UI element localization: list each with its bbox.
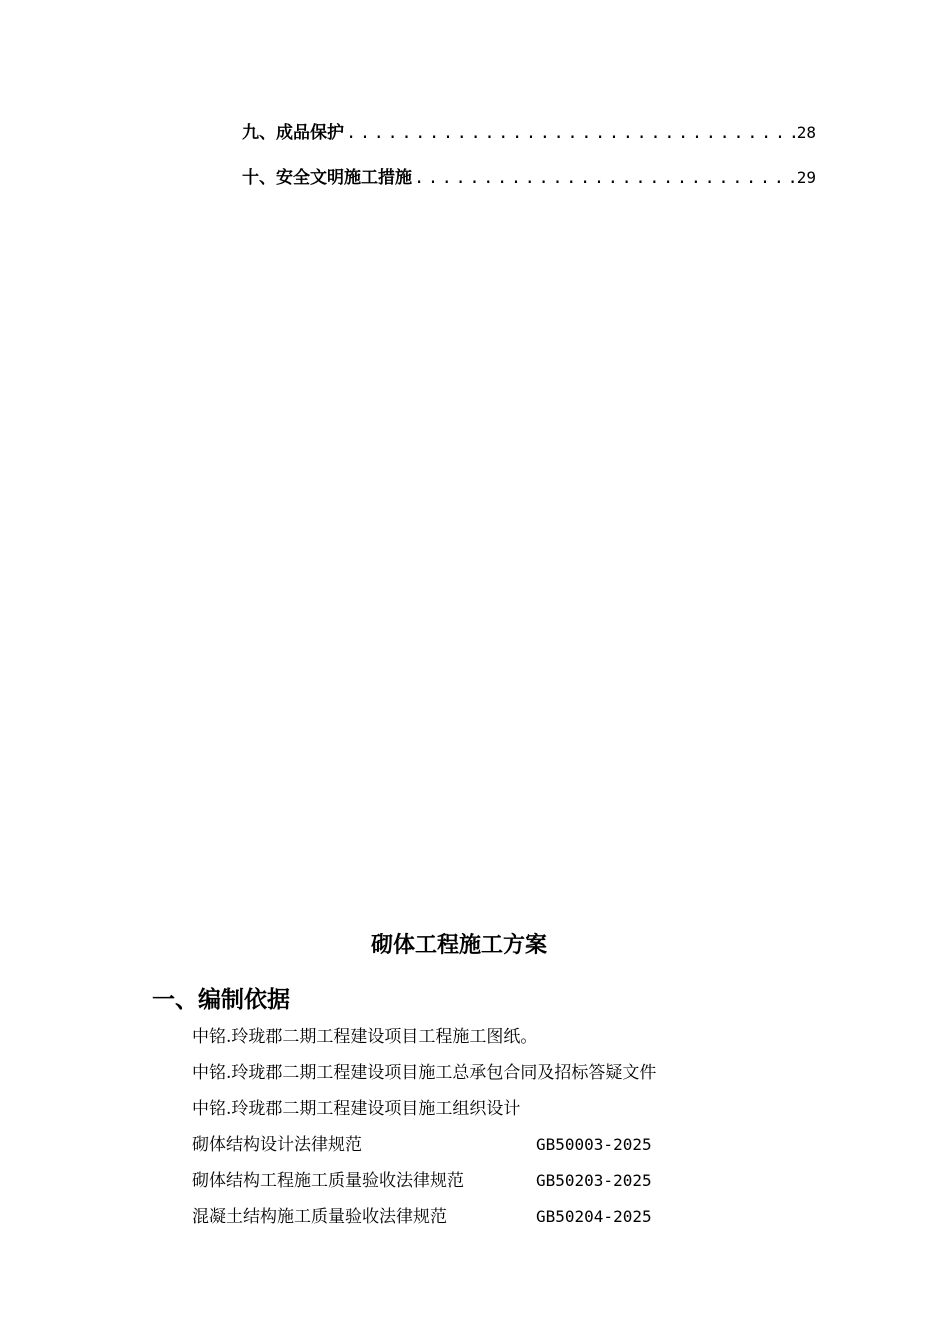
basis-item [192,1199,832,1235]
standard-code: GB50203-2025 [536,1171,652,1190]
toc-entry-page: 28 [796,123,816,142]
section-heading-basis: 一、编制依据 [152,987,290,1013]
basis-item-text: 中铭.玲珑郡二期工程建设项目工程施工图纸。 [192,1027,538,1047]
toc-entry-page: 29 [796,168,816,187]
basis-item-text: 混凝土结构施工质量验收法律规范 [192,1207,447,1227]
basis-item-text: 中铭.玲珑郡二期工程建设项目施工总承包合同及招标答疑文件 [192,1063,657,1083]
basis-item-text: 砌体结构设计法律规范 [192,1135,362,1155]
basis-list [192,1019,832,1235]
toc-dot-leader [414,168,795,188]
basis-item-text: 中铭.玲珑郡二期工程建设项目施工组织设计 [192,1099,521,1119]
basis-item [192,1127,832,1163]
basis-item-text: 砌体结构工程施工质量验收法律规范 [192,1171,464,1191]
basis-item [192,1019,832,1055]
toc-dot-leader [346,123,795,143]
toc-entry-10[interactable] [242,163,816,208]
toc-entry-9[interactable] [242,118,816,163]
standard-code: GB50003-2025 [536,1135,652,1154]
toc-entry-title: 九、成品保护 [242,123,344,143]
standard-code: GB50204-2025 [536,1207,652,1226]
basis-item [192,1055,832,1091]
basis-item [192,1091,832,1127]
basis-item [192,1163,832,1199]
document-title: 砌体工程施工方案 [370,933,547,958]
toc-entry-title: 十、安全文明施工措施 [242,168,412,188]
table-of-contents [242,118,816,208]
